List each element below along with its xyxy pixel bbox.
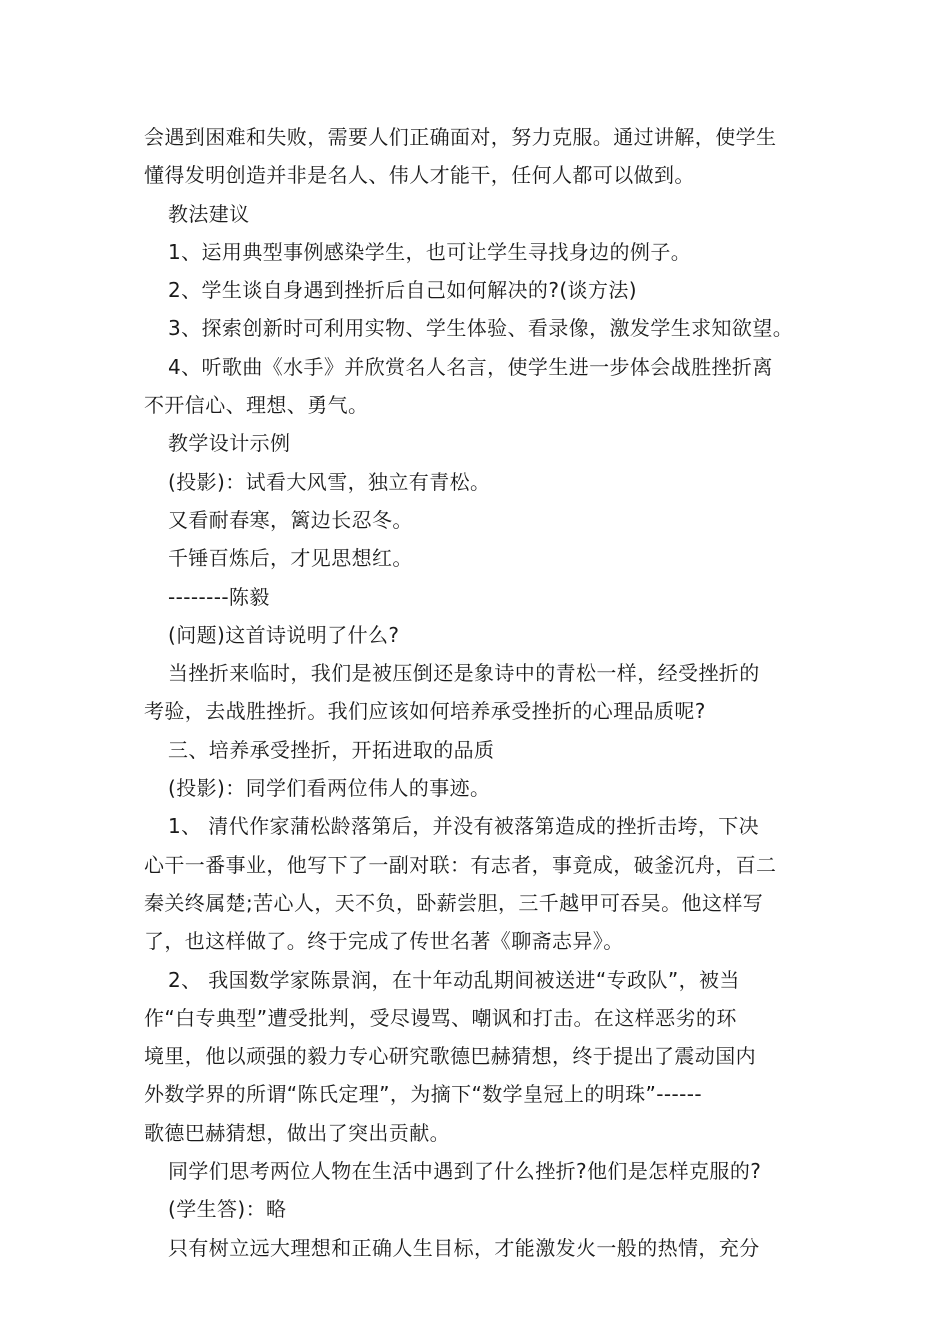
text-line: 4、听歌曲《水手》并欣赏名人名言，使学生进一步体会战胜挫折离 <box>168 354 773 379</box>
text-line: 2、 我国数学家陈景润，在十年动乱期间被送进“专政队”，被当 <box>168 967 740 992</box>
text-line: 1、 清代作家蒲松龄落第后，并没有被落第造成的挫折击垮，下决 <box>168 814 760 839</box>
text-line: (投影)：同学们看两位伟人的事迹。 <box>168 776 491 801</box>
text-line: 心干一番事业，他写下了一副对联：有志者，事竟成，破釜沉舟，百二 <box>144 852 777 877</box>
text-line: 歌德巴赫猜想，做出了突出贡献。 <box>144 1120 450 1145</box>
text-line: 考验，去战胜挫折。我们应该如何培养承受挫折的心理品质呢? <box>144 699 706 724</box>
text-line: 作“白专典型”遭受批判，受尽谩骂、嘲讽和打击。在这样恶劣的环 <box>144 1005 737 1030</box>
text-line: 三、培养承受挫折，开拓进取的品质 <box>168 737 495 762</box>
text-line: (学生答)：略 <box>168 1197 287 1222</box>
text-line: 境里，他以顽强的毅力专心研究歌德巴赫猜想，终于提出了震动国内 <box>144 1044 756 1069</box>
text-line: 教法建议 <box>168 201 250 226</box>
text-line: (问题)这首诗说明了什么? <box>168 622 400 647</box>
text-line: 千锤百炼后，才见思想红。 <box>168 546 413 571</box>
text-line: 又看耐春寒，篱边长忍冬。 <box>168 507 413 532</box>
text-line: 只有树立远大理想和正确人生目标，才能激发火一般的热情，充分 <box>168 1235 760 1260</box>
text-line: 教学设计示例 <box>168 431 291 456</box>
text-line: 会遇到困难和失败，需要人们正确面对，努力克服。通过讲解，使学生 <box>144 125 777 149</box>
text-line: 1、运用典型事例感染学生，也可让学生寻找身边的例子。 <box>168 239 692 264</box>
text-line: 不开信心、理想、勇气。 <box>144 393 369 418</box>
text-line: 同学们思考两位人物在生活中遇到了什么挫折?他们是怎样克服的? <box>168 1159 762 1184</box>
text-line: --------陈毅 <box>168 584 270 609</box>
text-line: 2、学生谈自身遇到挫折后自己如何解决的?(谈方法) <box>168 278 637 303</box>
text-line: 3、探索创新时可利用实物、学生体验、看录像，激发学生求知欲望。 <box>168 316 794 341</box>
text-line: 懂得发明创造并非是名人、伟人才能干，任何人都可以做到。 <box>144 163 695 188</box>
text-line: 当挫折来临时，我们是被压倒还是象诗中的青松一样，经受挫折的 <box>168 661 760 686</box>
text-line: (投影)：试看大风雪，独立有青松。 <box>168 469 491 494</box>
text-line: 外数学界的所谓“陈氏定理”，为摘下“数学皇冠上的明珠”------ <box>144 1082 702 1107</box>
text-line: 秦关终属楚;苦心人，天不负，卧薪尝胆，三千越甲可吞吴。他这样写 <box>144 890 764 915</box>
text-line: 了，也这样做了。终于完成了传世名著《聊斋志异》。 <box>144 929 624 954</box>
document-body <box>144 118 814 1267</box>
